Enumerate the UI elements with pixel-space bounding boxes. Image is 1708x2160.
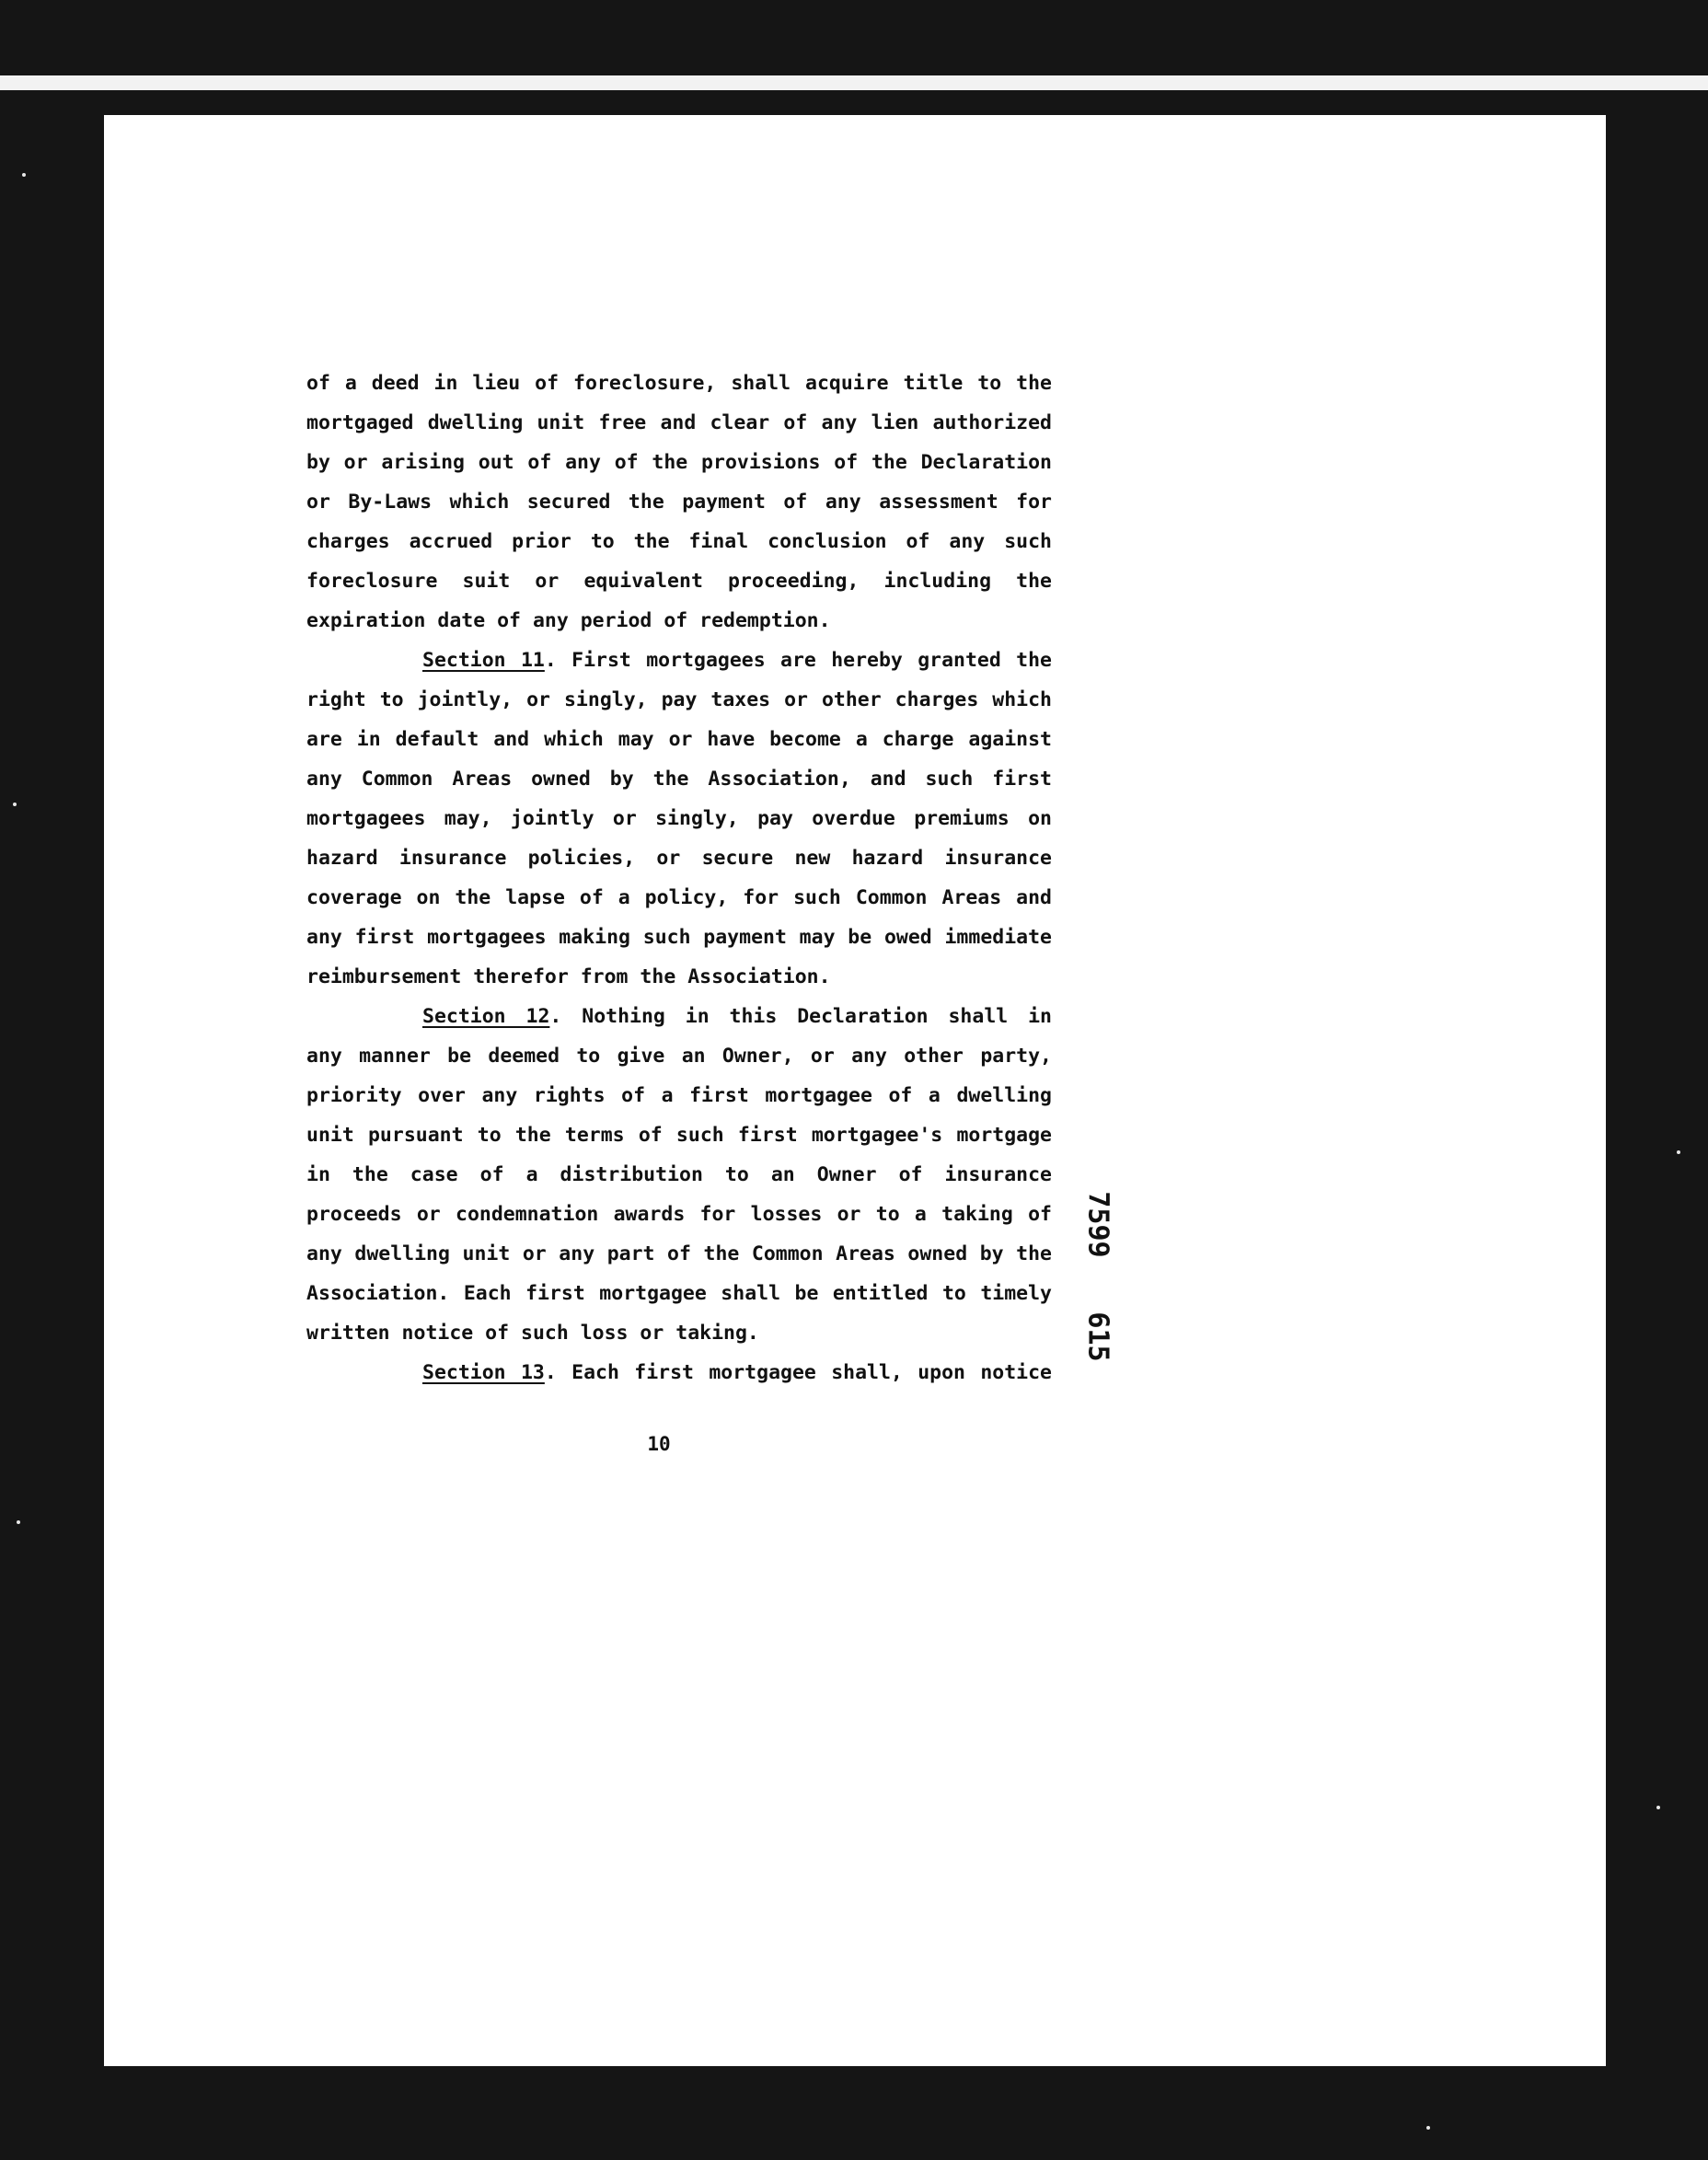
section-11-first-line: [306, 641, 1052, 680]
text-line: priority over any rights of a first mortgagee of a dwelling: [306, 1084, 1052, 1107]
text-line: unit pursuant to the terms of such first mortgagee's mortgage: [306, 1124, 1052, 1147]
text-line: any manner be deemed to give an Owner, or any other party,: [306, 1045, 1052, 1068]
scan-speck: [13, 803, 17, 806]
text-line: coverage on the lapse of a policy, for such Common Areas and: [306, 886, 1052, 909]
section-13-heading: Section 13: [422, 1361, 545, 1384]
scan-speck: [22, 173, 26, 177]
text-line: mortgaged dwelling unit free and clear of any lien authorized: [306, 411, 1052, 434]
stamp-book-number: 7599: [1081, 1191, 1114, 1258]
text-line: Association. Each first mortgagee shall be entitled to timely: [306, 1282, 1052, 1305]
document-page: [104, 115, 1606, 2066]
section-12-first-line: [306, 997, 1052, 1036]
recording-stamp: [1079, 1183, 1116, 1367]
section-11-heading: Section 11: [422, 649, 545, 672]
text-line: charges accrued prior to the final conclusion of any such: [306, 530, 1052, 553]
page-number: 10: [647, 1433, 671, 1455]
text-line: by or arising out of any of the provisions of the Declaration: [306, 451, 1052, 474]
text-line: expiration date of any period of redemption.: [306, 609, 831, 632]
text-line: any first mortgagees making such payment may be owed immediate: [306, 926, 1052, 949]
section-13-first-line: [306, 1353, 1052, 1392]
text-line: mortgagees may, jointly or singly, pay overdue premiums on: [306, 807, 1052, 830]
body-text: [306, 364, 1052, 1392]
text-line: or By-Laws which secured the payment of any assessment for: [306, 491, 1052, 514]
section-13-lead-text: . Each first mortgagee shall, upon notice: [544, 1361, 1052, 1384]
section-12-lead-text: . Nothing in this Declaration shall in: [549, 1005, 1052, 1028]
section-11-lead-text: . First mortgagees are hereby granted the: [544, 649, 1052, 672]
text-line: hazard insurance policies, or secure new hazard insurance: [306, 847, 1052, 870]
text-line: foreclosure suit or equivalent proceeding, including the: [306, 570, 1052, 593]
text-line: any Common Areas owned by the Association, and such first: [306, 768, 1052, 791]
text-line: reimbursement therefor from the Association.: [306, 965, 831, 988]
scan-speck: [1426, 2126, 1430, 2130]
section-12-heading: Section 12: [422, 1005, 550, 1028]
text-line: are in default and which may or have become a charge against: [306, 728, 1052, 751]
text-line: of a deed in lieu of foreclosure, shall acquire title to the: [306, 372, 1052, 395]
text-line: in the case of a distribution to an Owner of insurance: [306, 1163, 1052, 1186]
text-line: right to jointly, or singly, pay taxes or other charges which: [306, 688, 1052, 711]
stamp-page-number: 615: [1081, 1311, 1114, 1362]
text-line: proceeds or condemnation awards for losses or to a taking of: [306, 1203, 1052, 1226]
text-line: written notice of such loss or taking.: [306, 1322, 759, 1345]
scan-top-edge: [0, 75, 1708, 90]
text-line: any dwelling unit or any part of the Common Areas owned by the: [306, 1242, 1052, 1265]
scan-speck: [17, 1520, 20, 1524]
scan-speck: [1677, 1150, 1680, 1154]
scan-speck: [1656, 1806, 1660, 1809]
